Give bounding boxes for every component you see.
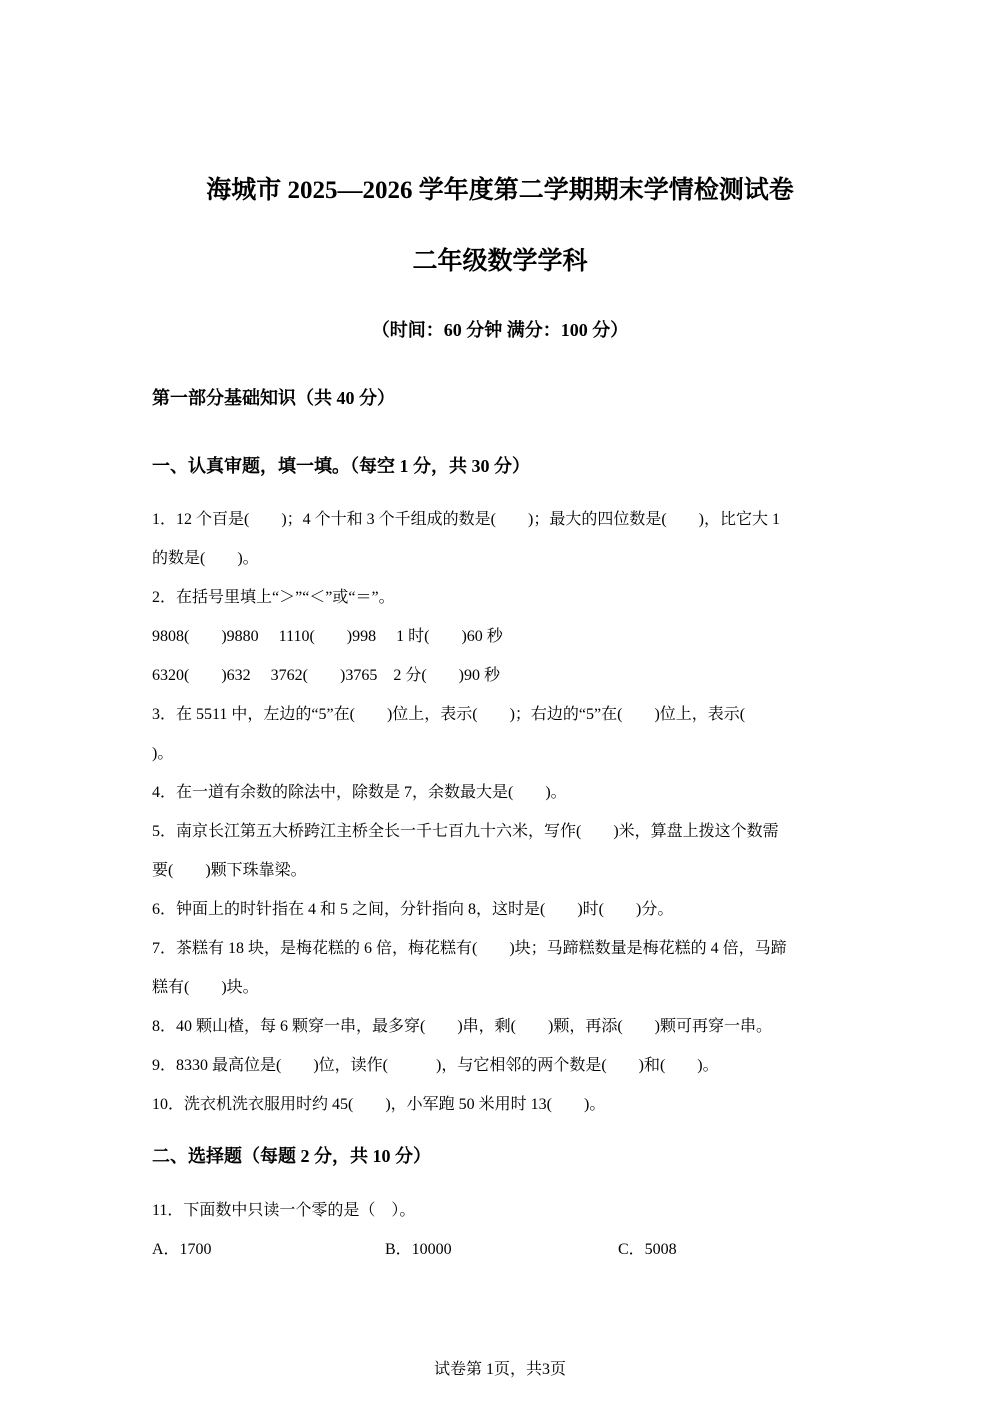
question-line: 6320( )632 3762( )3765 2 分( )90 秒 (152, 667, 500, 684)
question-line: 5．南京长江第五大桥跨江主桥全长一千七百九十六米，写作( )米，算盘上拨这个数需 (152, 823, 779, 840)
page-footer: 试卷第 1页，共3页 (433, 1361, 566, 1378)
part1-heading: 第一部分基础知识（共 40 分） (152, 388, 395, 408)
question-line: 8．40 颗山楂，每 6 颗穿一串，最多穿( )串，剩( )颗，再添( )颗可再穿一串。 (152, 1018, 772, 1035)
question-line: 7．茶糕有 18 块，是梅花糕的 6 倍，梅花糕有( )块；马蹄糕数量是梅花糕的 4 倍，马蹄 (152, 940, 787, 957)
question-line: 6．钟面上的时针指在 4 和 5 之间，分针指向 8，这时是( )时( )分。 (152, 901, 674, 918)
question-11: 11．下面数中只读一个零的是（ ）。 (152, 1202, 416, 1219)
option-a: A．1700 (152, 1241, 212, 1258)
exam-subtitle: 二年级数学学科 (412, 248, 588, 275)
question-line: 糕有( )块。 (152, 979, 259, 996)
question-line: 9．8330 最高位是( )位，读作( )，与它相邻的两个数是( )和( )。 (152, 1057, 719, 1074)
question-line: 4．在一道有余数的除法中，除数是 7，余数最大是( )。 (152, 784, 567, 801)
question-line: )。 (152, 745, 174, 762)
question-line: 的数是( )。 (152, 550, 259, 567)
question-line: 9808( )9880 1110( )998 1 时( )60 秒 (152, 628, 503, 645)
option-b: B．10000 (385, 1241, 452, 1258)
question-line: 3．在 5511 中，左边的“5”在( )位上，表示( )；右边的“5”在( )位上，表示( (152, 706, 746, 723)
option-c: C．5008 (618, 1241, 677, 1258)
section2-heading: 二、选择题（每题 2 分，共 10 分） (152, 1146, 431, 1166)
question-line: 1．12 个百是( )；4 个十和 3 个千组成的数是( )；最大的四位数是( )，比它大 1 (152, 511, 780, 528)
question-line: 10．洗衣机洗衣服用时约 45( )，小军跑 50 米用时 13( )。 (152, 1096, 606, 1113)
section1-heading: 一、认真审题，填一填。（每空 1 分，共 30 分） (152, 456, 530, 476)
question-line: 2．在括号里填上“＞”“＜”或“＝”。 (152, 589, 395, 606)
exam-title: 海城市 2025—2026 学年度第二学期期末学情检测试卷 (206, 177, 794, 204)
exam-time-info: （时间：60 分钟 满分：100 分） (371, 320, 629, 340)
question-line: 要( )颗下珠靠梁。 (152, 862, 307, 879)
